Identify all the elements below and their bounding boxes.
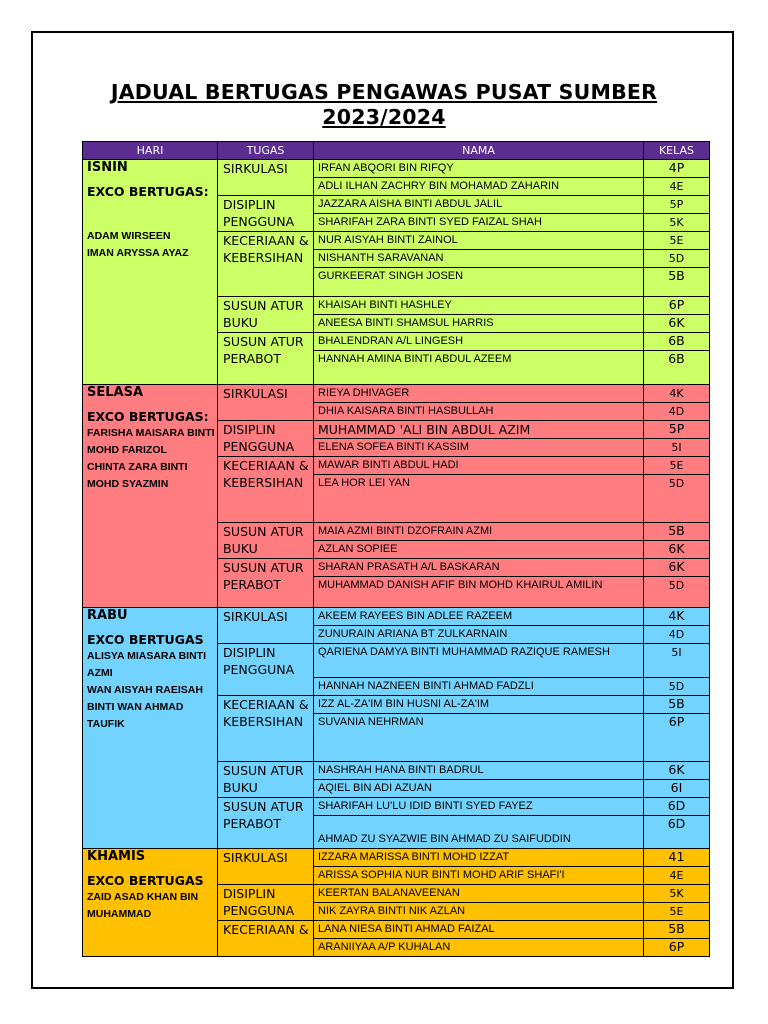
exco-label: EXCO BERTUGAS:	[87, 184, 209, 199]
student-name-cell: HANNAH AMINA BINTI ABDUL AZEEM	[314, 351, 644, 385]
class-cell: 5D	[644, 475, 710, 523]
class-cell: 6P	[644, 939, 710, 957]
exco-label: EXCO BERTUGAS	[87, 632, 204, 647]
class-cell: 5E	[644, 232, 710, 250]
class-cell: 4P	[644, 160, 710, 178]
class-cell: 4D	[644, 626, 710, 644]
class-cell: 5D	[644, 577, 710, 608]
day-label: RABU	[87, 608, 128, 623]
header-kelas: KELAS	[644, 142, 710, 160]
class-cell: 5K	[644, 885, 710, 903]
duty-cell: SUSUN ATUR BUKU	[218, 523, 314, 559]
class-cell: 5P	[644, 196, 710, 214]
student-name-cell: MAIA AZMI BINTI DZOFRAIN AZMI	[314, 523, 644, 541]
student-name-cell: IZZ AL-ZA'IM BIN HUSNI AL-ZA'IM	[314, 696, 644, 714]
class-cell: 6K	[644, 559, 710, 577]
exco-member-name: ADAM WIRSEEN	[87, 230, 171, 242]
student-name-cell: ZUNURAIN ARIANA BT ZULKARNAIN	[314, 626, 644, 644]
student-name-cell: MUHAMMAD 'ALI BIN ABDUL AZIM	[314, 421, 644, 439]
student-name-cell: ARISSA SOPHIA NUR BINTI MOHD ARIF SHAFI'I	[314, 867, 644, 885]
header-hari: HARI	[83, 142, 218, 160]
student-name-cell: NISHANTH SARAVANAN	[314, 250, 644, 268]
class-cell: 5K	[644, 214, 710, 232]
duty-cell: DISIPLIN PENGGUNA	[218, 644, 314, 696]
student-name-cell: LANA NIESA BINTI AHMAD FAIZAL	[314, 921, 644, 939]
class-cell: 6P	[644, 297, 710, 315]
duty-cell: DISIPLIN PENGGUNA	[218, 885, 314, 921]
student-name-cell: NUR AISYAH BINTI ZAINOL	[314, 232, 644, 250]
class-cell: 4E	[644, 178, 710, 196]
class-cell: 6K	[644, 315, 710, 333]
day-label: SELASA	[87, 385, 144, 400]
header-nama: NAMA	[314, 142, 644, 160]
duty-cell: KECERIAAN & KEBERSIHAN	[218, 232, 314, 297]
table-header-row	[83, 142, 710, 160]
duty-cell: KECERIAAN & KEBERSIHAN	[218, 696, 314, 762]
table-row	[83, 849, 710, 867]
student-name-cell: QARIENA DAMYA BINTI MUHAMMAD RAZIQUE RAMESH	[314, 644, 644, 678]
student-name-cell: BHALENDRAN A/L LINGESH	[314, 333, 644, 351]
day-label: ISNIN	[87, 160, 128, 175]
class-cell: 6K	[644, 541, 710, 559]
student-name-cell: ANEESA BINTI SHAMSUL HARRIS	[314, 315, 644, 333]
student-name-cell: NIK ZAYRA BINTI NIK AZLAN	[314, 903, 644, 921]
student-name-cell: IRFAN ABQORI BIN RIFQY	[314, 160, 644, 178]
student-name-cell: LEA HOR LEI YAN	[314, 475, 644, 523]
duty-cell: SUSUN ATUR PERABOT	[218, 798, 314, 849]
student-name-cell: RIEYA DHIVAGER	[314, 385, 644, 403]
student-name-cell: AKEEM RAYEES BIN ADLEE RAZEEM	[314, 608, 644, 626]
exco-member-name: WAN AISYAH RAEISAH BINTI WAN AHMAD TAUFIK	[87, 684, 203, 730]
student-name-cell: AHMAD ZU SYAZWIE BIN AHMAD ZU SAIFUDDIN	[314, 816, 644, 849]
duty-cell: SUSUN ATUR PERABOT	[218, 333, 314, 385]
document-title	[0, 80, 768, 130]
day-cell-khamis	[83, 849, 218, 957]
title-line-2: 2023/2024	[322, 105, 446, 129]
student-name-cell: MAWAR BINTI ABDUL HADI	[314, 457, 644, 475]
class-cell: 4K	[644, 608, 710, 626]
day-label: KHAMIS	[87, 849, 146, 864]
duty-cell: SIRKULASI	[218, 849, 314, 885]
student-name-cell: SUVANIA NEHRMAN	[314, 714, 644, 762]
student-name-cell: SHARAN PRASATH A/L BASKARAN	[314, 559, 644, 577]
exco-member-name: ALISYA MIASARA BINTI AZMI	[87, 650, 207, 679]
header-tugas: TUGAS	[218, 142, 314, 160]
table-row	[83, 608, 710, 626]
student-name-cell: KHAISAH BINTI HASHLEY	[314, 297, 644, 315]
student-name-cell: ADLI ILHAN ZACHRY BIN MOHAMAD ZAHARIN	[314, 178, 644, 196]
student-name-cell: NASHRAH HANA BINTI BADRUL	[314, 762, 644, 780]
class-cell: 6B	[644, 333, 710, 351]
class-cell: 6I	[644, 780, 710, 798]
duty-cell: DISIPLIN PENGGUNA	[218, 196, 314, 232]
table-row	[83, 385, 710, 403]
exco-label: EXCO BERTUGAS:	[87, 409, 209, 424]
class-cell: 4K	[644, 385, 710, 403]
duty-cell: SIRKULASI	[218, 608, 314, 644]
duty-cell: KECERIAAN & KEBERSIHAN	[218, 457, 314, 523]
class-cell: 5I	[644, 644, 710, 678]
student-name-cell: GURKEERAT SINGH JOSEN	[314, 268, 644, 297]
class-cell: 4D	[644, 403, 710, 421]
duty-cell: SUSUN ATUR BUKU	[218, 297, 314, 333]
exco-member-name: CHINTA ZARA BINTI MOHD SYAZMIN	[87, 461, 188, 490]
duty-cell: SUSUN ATUR BUKU	[218, 762, 314, 798]
class-cell: 5E	[644, 457, 710, 475]
duty-roster-table	[82, 141, 710, 957]
duty-cell: SIRKULASI	[218, 160, 314, 196]
duty-cell: SUSUN ATUR PERABOT	[218, 559, 314, 608]
class-cell: 5B	[644, 268, 710, 297]
class-cell: 6K	[644, 762, 710, 780]
class-cell: 5D	[644, 250, 710, 268]
class-cell: 5E	[644, 903, 710, 921]
duty-cell: SIRKULASI	[218, 385, 314, 421]
class-cell: 5P	[644, 421, 710, 439]
day-cell-selasa	[83, 385, 218, 608]
duty-cell: DISIPLIN PENGGUNA	[218, 421, 314, 457]
exco-member-name: ZAID ASAD KHAN BIN MUHAMMAD	[87, 891, 199, 920]
duty-cell: KECERIAAN &	[218, 921, 314, 957]
class-cell: 41	[644, 849, 710, 867]
exco-member-name: FARISHA MAISARA BINTI MOHD FARIZOL	[87, 427, 215, 456]
class-cell: 6D	[644, 816, 710, 849]
student-name-cell: SHARIFAH LU'LU IDID BINTI SYED FAYEZ	[314, 798, 644, 816]
class-cell: 6D	[644, 798, 710, 816]
class-cell: 6P	[644, 714, 710, 762]
student-name-cell: DHIA KAISARA BINTI HASBULLAH	[314, 403, 644, 421]
student-name-cell: HANNAH NAZNEEN BINTI AHMAD FADZLI	[314, 678, 644, 696]
day-cell-isnin	[83, 160, 218, 385]
student-name-cell: ELENA SOFEA BINTI KASSIM	[314, 439, 644, 457]
day-cell-rabu	[83, 608, 218, 849]
table-row	[83, 160, 710, 178]
class-cell: 5I	[644, 439, 710, 457]
class-cell: 5B	[644, 523, 710, 541]
exco-label: EXCO BERTUGAS	[87, 873, 204, 888]
class-cell: 4E	[644, 867, 710, 885]
class-cell: 5B	[644, 921, 710, 939]
student-name-cell: JAZZARA AISHA BINTI ABDUL JALIL	[314, 196, 644, 214]
class-cell: 6B	[644, 351, 710, 385]
student-name-cell: AQIEL BIN ADI AZUAN	[314, 780, 644, 798]
class-cell: 5B	[644, 696, 710, 714]
student-name-cell: IZZARA MARISSA BINTI MOHD IZZAT	[314, 849, 644, 867]
class-cell: 5D	[644, 678, 710, 696]
table-body	[83, 160, 710, 957]
student-name-cell: AZLAN SOPIEE	[314, 541, 644, 559]
student-name-cell: SHARIFAH ZARA BINTI SYED FAIZAL SHAH	[314, 214, 644, 232]
student-name-cell: ARANIIYAA A/P KUHALAN	[314, 939, 644, 957]
exco-member-name: IMAN ARYSSA AYAZ	[87, 247, 189, 259]
title-line-1: JADUAL BERTUGAS PENGAWAS PUSAT SUMBER	[110, 80, 658, 104]
student-name-cell: MUHAMMAD DANISH AFIF BIN MOHD KHAIRUL AMILIN	[314, 577, 644, 608]
student-name-cell: KEERTAN BALANAVEENAN	[314, 885, 644, 903]
